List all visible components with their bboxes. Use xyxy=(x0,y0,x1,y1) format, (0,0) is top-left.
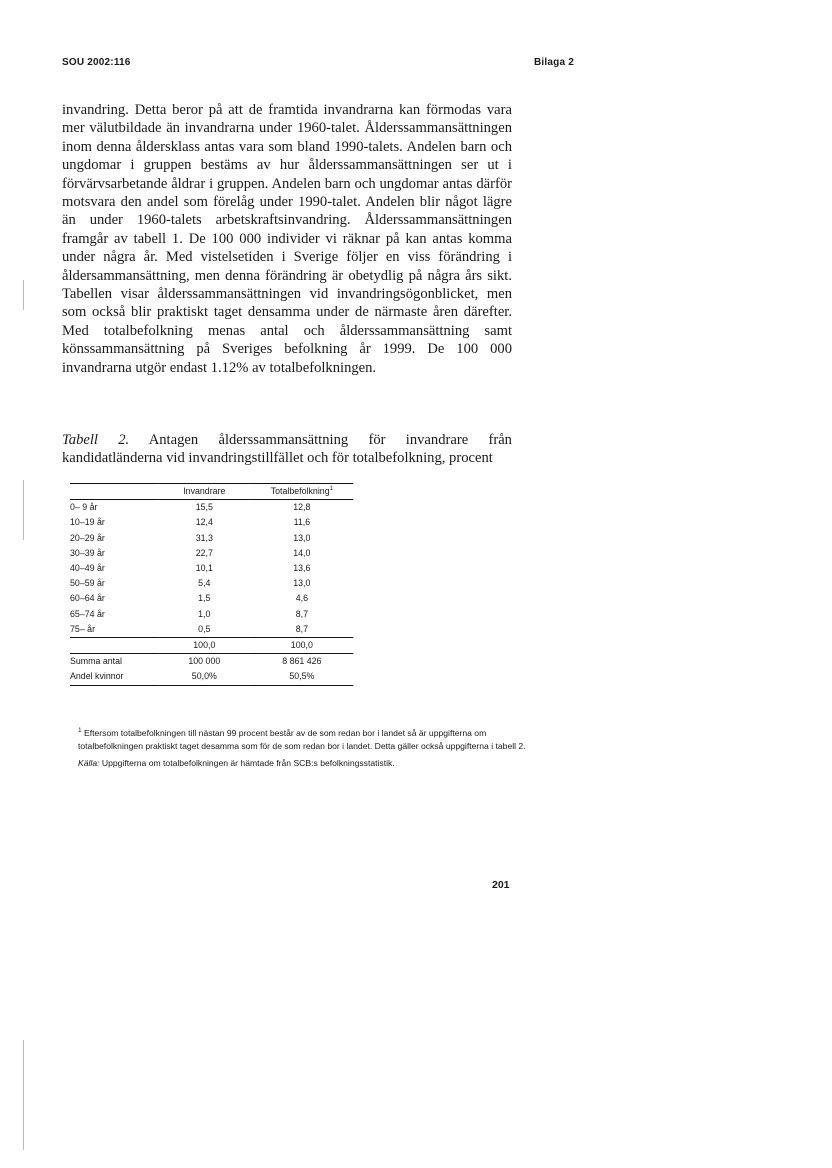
source-note xyxy=(78,757,528,770)
source-label: Källa: xyxy=(78,758,100,769)
immigrants-cell: 22,7 xyxy=(195,547,213,559)
age-composition-table xyxy=(70,483,353,686)
table-row xyxy=(70,576,353,591)
running-header-left: SOU 2002:116 xyxy=(62,57,131,68)
scan-edge-mark xyxy=(23,1040,24,1150)
footnote-marker: 1 xyxy=(78,727,82,735)
col-header-total-label: Totalbefolkning xyxy=(270,486,330,497)
immigrants-cell: 10,1 xyxy=(195,563,213,575)
col-header-age xyxy=(70,484,158,500)
immigrants-cell: 12,4 xyxy=(195,517,213,529)
table-caption xyxy=(62,431,512,468)
table-header-row xyxy=(70,484,353,500)
table-row xyxy=(70,531,353,546)
immigrants-cell: 0,5 xyxy=(198,623,211,635)
immigrants-total-cell: 100,0 xyxy=(193,640,216,652)
source-text: Uppgifterna om totalbefolkningen är hämtade från SCB:s befolkningsstatistik. xyxy=(99,758,395,769)
age-group-cell: 40–49 år xyxy=(70,563,105,575)
scan-edge-mark xyxy=(23,480,24,540)
summary-total-cell: 8 861 426 xyxy=(282,656,322,668)
population-total-cell: 100,0 xyxy=(290,640,313,652)
table-row xyxy=(70,591,353,606)
table-caption-label: Tabell 2. xyxy=(62,432,130,448)
immigrants-cell: 1,0 xyxy=(198,608,211,620)
table-row xyxy=(70,515,353,530)
footnote-text: Eftersom totalbefolkningen till nästan 99 procent består av de som redan bor i landet så är uppgifterna om totalbefolkningen praktiskt taget desamma som för de som redan bor i landet. Detta gäller också uppgifterna i tabell 2. xyxy=(78,728,526,751)
age-group-cell: 20–29 år xyxy=(70,532,105,544)
table-row xyxy=(70,622,353,638)
table-total-row xyxy=(70,638,353,654)
age-group-cell: 75– år xyxy=(70,623,96,635)
table-caption-text: Antagen ålderssammansättning för invandrare från kandidatländerna vid invandringstillfället och för totalbefolkning, procent xyxy=(62,432,512,467)
table-row xyxy=(70,546,353,561)
immigrants-cell: 31,3 xyxy=(195,532,213,544)
total-cell: 13,0 xyxy=(293,532,311,544)
table-notes xyxy=(78,727,528,775)
total-cell: 8,7 xyxy=(295,623,308,635)
age-group-cell: 30–39 år xyxy=(70,547,105,559)
col-header-total xyxy=(250,484,353,500)
age-group-cell: 65–74 år xyxy=(70,608,105,620)
total-cell: 14,0 xyxy=(293,547,311,559)
footnote xyxy=(78,727,528,752)
page-number: 201 xyxy=(492,879,510,891)
body-paragraph: invandring. Detta beror på att de framtida invandrarna kan förmodas vara mer välutbildade än invandrarna under 1960-talet. Ålderssammansättningen inom denna åldersklass antas vara som bland 1990-talets. Andelen barn och ungdomar i gruppen bestäms av hur ålderssammansättningen ser ut i förvärvsarbetande åldrar i gruppen. Andelen barn och ungdomar antas därför motsvara den andel som förelåg under 1990-talet. Andelen blir något lägre än under 1960-talets arbetskraftsinvandring. Ålderssammansättningen framgår av tabell 1. De 100 000 individer vi räknar på kan antas komma under några år. Med vistelsetiden i Sverige följer en viss förändring i åldersammansättning, men denna förändring är obetydlig på några års sikt. Tabellen visar ålderssammansättningen vid invandringsögonblicket, men som också blir praktiskt taget densamma under de närmaste åren därefter. Med totalbefolkning menas antal och ålderssammansättning samt könssammansättning på Sveriges befolkning år 1999. De 100 000 invandrarna utgör endast 1.12% av totalbefolkningen. xyxy=(62,102,512,376)
age-group-cell: 0– 9 år xyxy=(70,502,98,514)
immigrants-cell: 5,4 xyxy=(198,578,211,590)
immigrants-cell: 15,5 xyxy=(195,502,213,514)
running-header-right: Bilaga 2 xyxy=(534,57,574,68)
total-cell: 13,0 xyxy=(293,578,311,590)
table-row xyxy=(70,500,353,516)
total-label-cell xyxy=(70,638,158,654)
col-header-footnote-marker: 1 xyxy=(329,484,333,492)
summary-immigrants-cell: 100 000 xyxy=(188,656,221,668)
scan-edge-mark xyxy=(23,280,24,310)
total-cell: 8,7 xyxy=(295,608,308,620)
age-group-cell: 60–64 år xyxy=(70,593,105,605)
summary-immigrants-cell: 50,0% xyxy=(191,671,217,683)
total-cell: 4,6 xyxy=(295,593,308,605)
immigrants-cell: 1,5 xyxy=(198,593,211,605)
total-cell: 13,6 xyxy=(293,563,311,575)
summary-row xyxy=(70,669,353,685)
total-cell: 12,8 xyxy=(293,502,311,514)
summary-label-cell: Andel kvinnor xyxy=(70,671,124,683)
summary-row xyxy=(70,654,353,670)
age-group-cell: 50–59 år xyxy=(70,578,105,590)
total-cell: 11,6 xyxy=(293,517,311,529)
summary-label-cell: Summa antal xyxy=(70,656,123,668)
table-row xyxy=(70,607,353,622)
table-row xyxy=(70,561,353,576)
age-group-cell: 10–19 år xyxy=(70,517,105,529)
summary-total-cell: 50,5% xyxy=(289,671,315,683)
col-header-immigrants: Invandrare xyxy=(183,486,226,497)
